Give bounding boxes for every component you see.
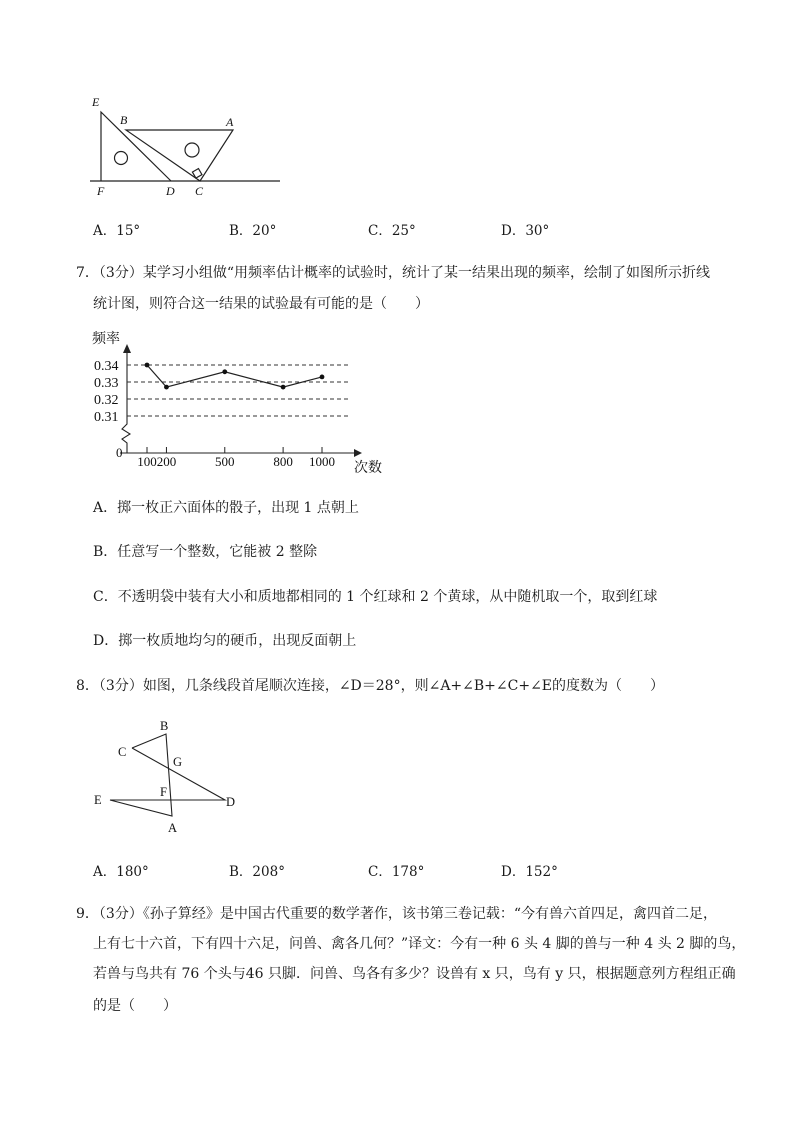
origin-label: 0 (116, 445, 123, 460)
q9-stem-line1: 9．（3分）《孙子算经》是中国古代重要的数学著作，该书第三卷记载：“今有兽六首四足，禽四首二足， (76, 906, 717, 922)
data-point-800 (281, 385, 286, 390)
closed-segment-path (110, 734, 225, 816)
triangle-figure-q6 (90, 95, 290, 200)
q6-option-a: A．15° (93, 223, 141, 239)
label-a: A (226, 115, 234, 129)
triangle-bac (126, 130, 233, 181)
triangle-efd (101, 112, 171, 181)
q8-option-d: D．152° (501, 864, 558, 880)
q8-option-b: B．208° (229, 864, 285, 880)
q9-stem-line2: 上有七十六首，下有四十六足，问兽、禽各几何？”译文：今有一种 6 头 4 脚的兽与一种 4 头 2 脚的鸟， (93, 936, 746, 952)
q7-option-d: D．掷一枚质地均匀的硬币，出现反面朝上 (93, 633, 357, 649)
q6-option-c: C．25° (368, 223, 416, 239)
label-a: A (168, 821, 178, 835)
q8-option-a: A．180° (93, 864, 149, 880)
x-tick-label-500: 500 (215, 454, 235, 469)
label-c: C (118, 745, 127, 759)
q7-stem-line1: 7．（3分）某学习小组做“用频率估计概率的试验时，统计了某一结果出现的频率，绘制了如图所示折线 (76, 265, 710, 281)
q6-option-d: D．30° (501, 223, 550, 239)
y-axis (122, 353, 130, 453)
y-axis-label: 频率 (92, 332, 120, 347)
frequency-series-line (147, 365, 322, 387)
y-tick-label-0.31: 0.31 (94, 410, 119, 425)
x-axis-label: 次数 (354, 461, 382, 476)
q8-stem-line1: 8．（3分）如图，几条线段首尾顺次连接，∠D＝28°，则∠A+∠B+∠C+∠E的度数为（ ） (76, 678, 665, 694)
label-c: C (195, 184, 204, 198)
frequency-line-chart (92, 326, 392, 478)
x-tick-label-800: 800 (273, 454, 293, 469)
x-tick-label-200: 200 (156, 454, 177, 469)
hole-circle-left (115, 152, 128, 165)
q9-stem-line4: 的是（ ） (93, 998, 177, 1014)
segments-figure-q8 (90, 714, 250, 839)
y-tick-label-0.32: 0.32 (94, 393, 119, 408)
q7-option-c: C．不透明袋中装有大小和质地都相同的 1 个红球和 2 个黄球，从中随机取一个，取到红球 (93, 589, 658, 605)
x-tick-label-1000: 1000 (309, 454, 335, 469)
y-axis-arrow (123, 344, 131, 353)
hole-circle-right (185, 143, 199, 157)
q6-option-b: B．20° (229, 223, 277, 239)
y-tick-label-0.33: 0.33 (94, 376, 119, 391)
data-point-500 (222, 369, 227, 374)
label-f: F (97, 184, 105, 198)
data-point-1000 (320, 375, 325, 380)
x-axis-arrow (354, 449, 362, 457)
data-point-100 (145, 363, 150, 368)
label-e: E (94, 793, 102, 807)
q9-stem-line3: 若兽与鸟共有 76 个头与46 只脚．问兽、鸟各有多少？设兽有 x 只，鸟有 y 只，根据题意列方程组正确 (93, 966, 736, 982)
label-e: E (92, 95, 100, 109)
data-point-200 (164, 385, 169, 390)
y-tick-label-0.34: 0.34 (94, 359, 119, 374)
label-g: G (173, 755, 183, 769)
label-d: D (226, 795, 236, 809)
label-b: B (120, 113, 128, 127)
label-f: F (160, 785, 167, 799)
label-d: D (166, 184, 175, 198)
label-b: B (160, 719, 169, 733)
q7-stem-line2: 统计图，则符合这一结果的试验最有可能的是（ ） (93, 296, 429, 312)
q8-option-c: C．178° (368, 864, 425, 880)
q7-option-b: B．任意写一个整数，它能被 2 整除 (93, 544, 318, 560)
q7-option-a: A．掷一枚正六面体的骰子，出现 1 点朝上 (93, 500, 359, 516)
x-tick-label-100: 100 (137, 454, 157, 469)
